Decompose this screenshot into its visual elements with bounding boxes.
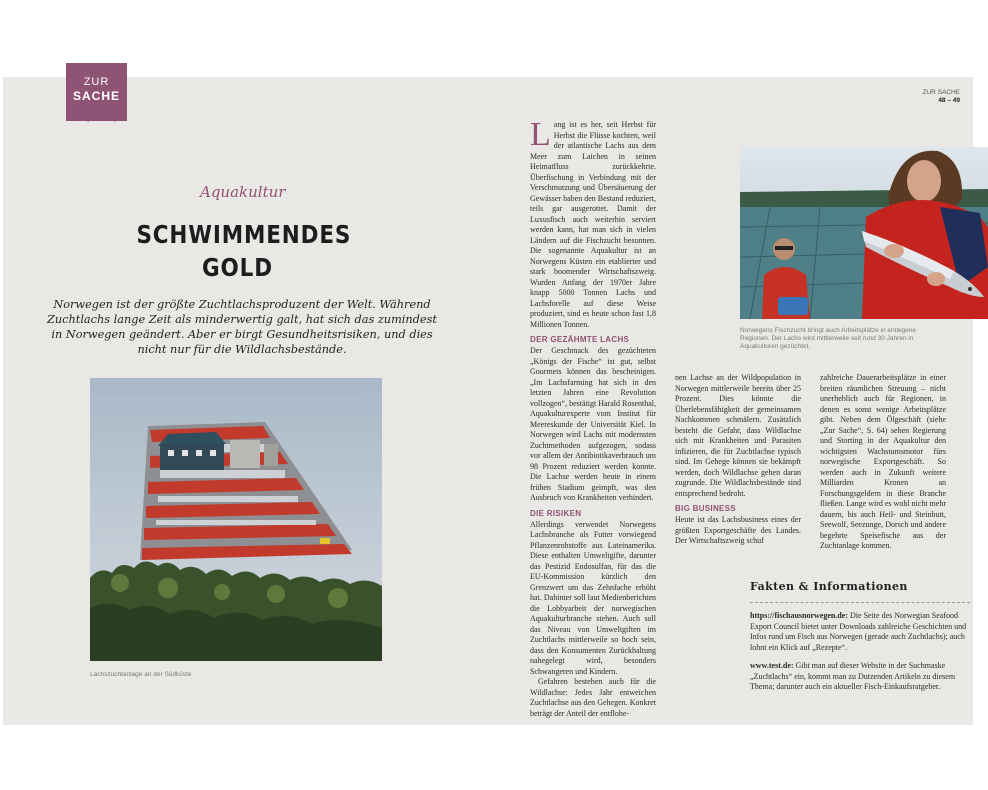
running-head — [922, 89, 960, 105]
section-tag — [66, 63, 127, 121]
paragraph-gezaehmte-lachs: Der Geschmack des gezüchteten „Königs der Fische“ ist gut, selbst Gourmets können das bescheinigen. „Im Lachsfarming hat sich in den letzten Jahren eine Revolution vollzogen“, bestätigt Harald Rosenthal, Aquakulturexperte vom Institut für Meereskunde der Universität Kiel. In Norwegen wird Lachs mit modernsten Zuchtmethoden aufgezogen, sodass vor allem der Antibiotikaverbrauch um 98 Prozent reduziert werden konnte. Die Lachse werden heute in einem frühen Stadium geimpft, was den Ausbruch von Krankheiten verhindert. — [530, 346, 656, 502]
section-tag-line2: SACHE — [72, 89, 120, 103]
drop-cap: L — [530, 116, 551, 153]
fact-text: Die Seite des Norwegian Seafood Export Council bietet unter Downloads zahlreiche Geschichten und Infos rund um Fisch aus Norwegen (gerade auch Zuchtlachs); auch lohnt ein Klick auf „Rezepte“. — [750, 611, 967, 652]
lead-paragraph: Norwegen ist der größte Zuchtlachsproduzent der Welt. Während Zuchtlachs lange Zeit als minderwertig galt, hat sich das zumindest in Norwegen geändert. Aber er birgt Gesundheitsrisiken, und dies nicht nur für die Wildlachsbestände. — [47, 298, 437, 356]
facts-box — [750, 580, 975, 693]
subheading-big-business: BIG BUSINESS — [675, 504, 736, 513]
intro-paragraph — [530, 116, 656, 330]
paragraph-gefahren: Gefahren bestehen auch für die Wildlachse: Jedes Jahr entweichen Zuchtlachse aus den Gehegen. Konkret beträgt der Anteil der entflohe- — [530, 677, 656, 718]
subheading-der-gezaehmte-lachs: DER GEZÄHMTE LACHS — [530, 335, 630, 344]
caption-workers: Norwegens Fischzucht bringt auch Arbeitsplätze in entlegene Regionen. Der Lachs wird mittlerweile seit rund 30 Jahren in Aquakulturen gezüchtet. — [740, 327, 916, 350]
fact-item — [750, 661, 975, 693]
caption-fish-farm: Lachszuchtanlage an der Südküste — [90, 671, 192, 678]
fact-item — [750, 611, 975, 653]
article-column-3 — [820, 373, 946, 552]
fact-link-test-de[interactable]: www.test.de: — [750, 661, 794, 670]
page-numbers: 48 – 49 — [938, 97, 960, 104]
fact-link-fischausnorwegen[interactable]: https://fischausnorwegen.de: — [750, 611, 849, 620]
paragraph-arbeitsplaetze: zahlreiche Dauerarbeitsplätze in einer breiten räumlichen Streuung – nicht unerheblich auch für Regionen, in denen es sonst wenige Arbeitsplätze gibt. Neben dem Ölgeschäft (siehe „Zur Sache“, S. 64) sehen Regierung und Storting in der Aquakultur den wichtigsten Wachstumsmotor fürs norwegische Exportgeschäft. So werden auch in Zukunft weitere Milliarden Kronen an Forschungsgeldern in diese Branche fließen. Lange wird es wohl nicht mehr dauern, bis auch Heil- und Steinbutt, Seewolf, Seezunge, Dorsch und andere begehrte Speisefische aus der Zuchtanlage kommen. — [820, 373, 946, 550]
headline — [136, 218, 352, 284]
kicker: Aquakultur — [200, 183, 286, 201]
salmon-workers-photo — [740, 147, 988, 319]
section-tag-line1: ZUR — [83, 76, 110, 88]
article-column-2 — [675, 373, 801, 547]
running-head-label: ZUR SACHE — [922, 89, 960, 96]
torn-edge-decoration — [66, 115, 127, 122]
article-column-1 — [530, 116, 656, 719]
paragraph-wildpopulation: nen Lachse an der Wildpopulation in Norwegen mittlerweile bereits über 25 Prozent. Dies könnte die Überlebensfähigkeit der gemeinsamen Nachkommen schmälern. Zusätzlich besteht die Gefahr, dass Wildlachse sich mit Krankheiten und Parasiten infizieren, die für Zuchtlachse typisch sind. Im Gehege können sie bekämpft werden, doch Wildlachse gehen daran zugrunde. Die Wildlachsbestände sind entsprechend bedroht. — [675, 373, 801, 498]
subheading-die-risiken: DIE RISIKEN — [530, 508, 582, 518]
facts-title: Fakten & Informationen — [750, 580, 908, 593]
headline-line1: SCHWIMMENDES — [136, 220, 352, 249]
paragraph-risiken: Allerdings verwendet Norwegens Lachsbranche als Futter vorwiegend Pflanzenrohstoffe aus Lateinamerika. Diese enthalten Umweltgifte, darunter das Pestizid Endosulfan, für das die EU-Kommission kürzlich den Grenzwert um das Zehnfache erhöht hat. Dahinter soll laut Medienberichten die Lobbyarbeit der norwegischen Aquakulturbranche stehen. Auch soll das Niveau von Umweltgiften im Zuchtlachs mittlerweile so hoch sein, dass den Konsumenten Zurückhaltung nahegelegt wird, besonders Schwangeren und Kindern. — [530, 519, 656, 676]
paragraph-big-business: Heute ist das Lachsbusiness eines der größten Exportgeschäfte des Landes. Der Wirtschaftszweig schuf — [675, 515, 801, 545]
intro-text: ang ist es her, seit Herbst für Herbst die Flüsse kochten, weil der atlantische Lachs aus dem Meer zum Laichen in seinen Heimatfluss zurückkehrte. Überfischung in Verbindung mit der Verschmutzung und Übersäuerung der Gewässer haben den Bestand reduziert, teils gar ausgerottet. Damit der Luxusfisch auch weiterhin serviert werden kann, hat man sich in vielen Ländern auf die Fischzucht besonnen. Die sogenannte Aquakultur ist an Norwegens Küsten ein etablierter und stark boomender Wirtschaftszweig. Wurden Anfang der 1970er Jahre knapp 5000 Tonnen Lachs und Lachsforelle auf diese Weise produziert, sind es heute schon fast 1,8 Millionen Tonnen. — [530, 120, 656, 329]
headline-line2: GOLD — [202, 253, 273, 282]
fish-farm-photo — [90, 378, 382, 661]
fact-text: Gibt man auf dieser Website in der Suchmaske „Zuchtlachs“ ein, kommt man zu Dutzenden Artikeln zu diesem Thema; darunter auch ein aktueller Fisch-Einkaufsratgeber. — [750, 661, 956, 691]
facts-divider — [750, 602, 970, 603]
